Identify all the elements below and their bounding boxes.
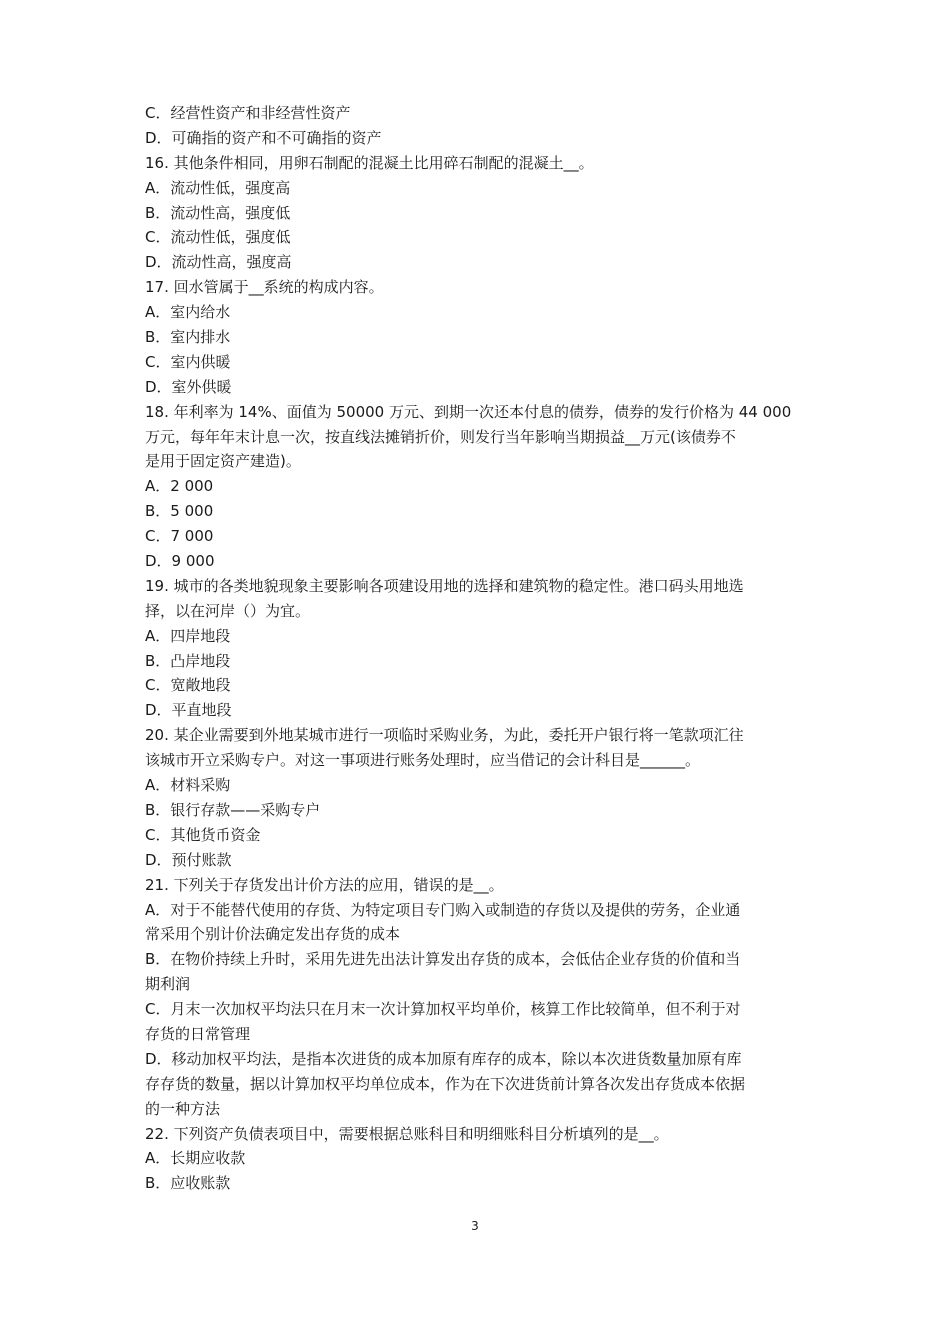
text-line: B．5 000 (145, 502, 214, 521)
text-line: D．9 000 (145, 552, 215, 571)
text-line: B．在物价持续上升时，采用先进先出法计算发出存货的成本，会低估企业存货的价值和当 (145, 950, 741, 969)
text-line: 21. 下列关于存货发出计价方法的应用，错误的是__。 (145, 875, 504, 894)
text-line: A．流动性低，强度高 (145, 178, 291, 197)
text-line: B．银行存款——采购专户 (145, 800, 321, 819)
text-line: 择，以在河岸（）为宜。 (145, 601, 311, 620)
text-line: C．月末一次加权平均法只在月末一次计算加权平均单价，核算工作比较简单，但不利于对 (145, 1000, 741, 1019)
text-line: D．移动加权平均法，是指本次进货的成本加原有库存的成本，除以本次进货数量加原有库 (145, 1049, 742, 1068)
text-line: B．应收账款 (145, 1174, 231, 1193)
text-line: C．室内供暖 (145, 352, 231, 371)
page-content (145, 101, 817, 1196)
text-line: D．可确指的资产和不可确指的资产 (145, 128, 382, 147)
text-line: D．平直地段 (145, 701, 232, 720)
text-line: 期利润 (145, 975, 191, 994)
text-line: 17. 回水管属于__系统的构成内容。 (145, 278, 384, 297)
page-number: 3 (471, 1219, 479, 1233)
text-line: C．流动性低，强度低 (145, 228, 291, 247)
text-line: 常采用个别计价法确定发出存货的成本 (145, 925, 401, 944)
text-line: C．经营性资产和非经营性资产 (145, 104, 351, 122)
text-line: D．预付账款 (145, 850, 232, 869)
text-line: 19. 城市的各类地貌现象主要影响各项建设用地的选择和建筑物的稳定性。港口码头用地选 (145, 576, 744, 595)
text-line: 该城市开立采购专户。对这一事项进行账务处理时，应当借记的会计科目是______。 (145, 751, 701, 770)
text-line: B．凸岸地段 (145, 651, 231, 670)
text-line: D．室外供暖 (145, 377, 232, 396)
text-line: B．流动性高，强度低 (145, 203, 291, 222)
text-line: B．室内排水 (145, 328, 231, 347)
text-line: 22. 下列资产负债表项目中，需要根据总账科目和明细账科目分析填列的是__。 (145, 1124, 669, 1143)
text-line: 万元，每年年末计息一次，按直线法摊销折价，则发行当年影响当期损益__万元(该债券不 (145, 427, 736, 446)
text-line: C．7 000 (145, 527, 214, 546)
text-line: A．材料采购 (145, 776, 231, 795)
text-line: C．其他货币资金 (145, 825, 261, 844)
text-line: A．2 000 (145, 477, 214, 496)
text-line: A．室内给水 (145, 303, 231, 322)
text-line: 存货的日常管理 (145, 1024, 251, 1043)
text-line: 存存货的数量，据以计算加权平均单位成本，作为在下次进货前计算各次发出存货成本依据 (145, 1074, 746, 1093)
text-line: 20. 某企业需要到外地某城市进行一项临时采购业务，为此，委托开户银行将一笔款项汇往 (145, 726, 744, 745)
text-line: A．长期应收款 (145, 1149, 246, 1168)
text-line: A．四岸地段 (145, 626, 231, 645)
text-line: 是用于固定资产建造)。 (145, 452, 301, 471)
text-line: 的一种方法 (145, 1099, 221, 1118)
text-line: D．流动性高，强度高 (145, 253, 292, 272)
text-line: A．对于不能替代使用的存货、为特定项目专门购入或制造的存货以及提供的劳务，企业通 (145, 900, 741, 919)
text-line: 18. 年利率为 14%、面值为 50000 万元、到期一次还本付息的债券，债券的发行价格为 44 000 (145, 402, 792, 421)
text-line: C．宽敞地段 (145, 676, 231, 695)
text-line: 16. 其他条件相同，用卵石制配的混凝土比用碎石制配的混凝土__。 (145, 153, 594, 172)
